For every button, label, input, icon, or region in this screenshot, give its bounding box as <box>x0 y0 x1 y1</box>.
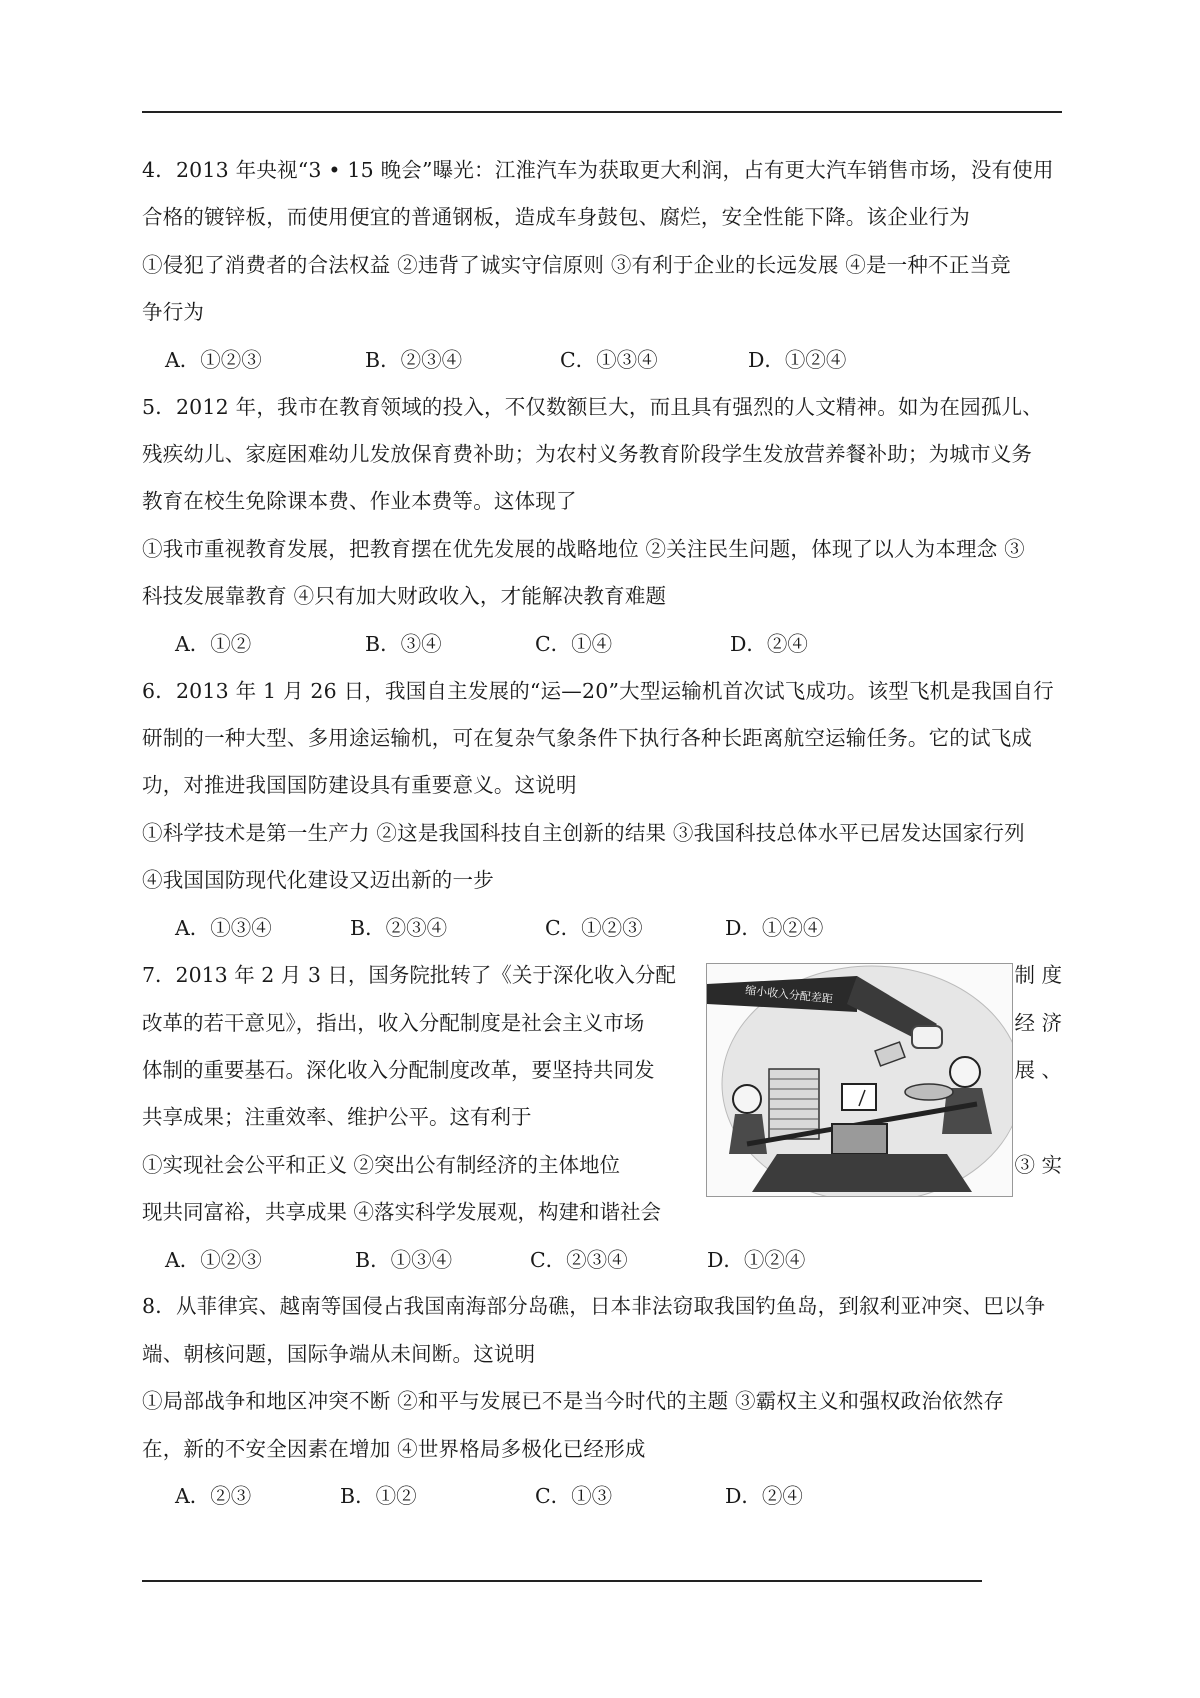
q6-option-b: B．②③④ <box>350 916 448 940</box>
q7-row-right: 制 度 <box>1014 963 1062 987</box>
banner-text: 缩小收入分配差距 <box>744 983 834 1006</box>
q7-row-right: ③ 实 <box>1014 1153 1062 1177</box>
q7-row-left: 共享成果；注重效率、维护公平。这有利于 <box>142 1105 532 1129</box>
q6-option-d: D．①②④ <box>725 916 824 940</box>
q8-option-c: C．①③ <box>535 1484 613 1508</box>
q5-option-b: B．③④ <box>365 632 442 656</box>
q7-row-left: 体制的重要基石。深化收入分配制度改革，要坚持共同发 <box>142 1058 655 1082</box>
q5-option-d: D．②④ <box>730 632 808 656</box>
q7-option-b: B．①③④ <box>355 1248 453 1272</box>
footer-rule <box>142 1580 982 1582</box>
income-distribution-cartoon <box>706 963 1013 1197</box>
q5-line: 科技发展靠教育 ④只有加大财政收入，才能解决教育难题 <box>142 584 667 608</box>
q6-line: ①科学技术是第一生产力 ②这是我国科技自主创新的结果 ③我国科技总体水平已居发达国家行列 <box>142 821 1025 845</box>
q8-line: 端、朝核问题，国际争端从未间断。这说明 <box>142 1342 536 1366</box>
q7-row <box>142 1202 1062 1223</box>
q5-options <box>0 634 1200 658</box>
q7-option-c: C．②③④ <box>530 1248 628 1272</box>
q6-line: ④我国国防现代化建设又迈出新的一步 <box>142 868 494 892</box>
scale-gauge <box>842 1084 876 1110</box>
q8-option-d: D．②④ <box>725 1484 803 1508</box>
q6-line: 6．2013 年 1 月 26 日，我国自主发展的“运—20”大型运输机首次试飞成功。该型飞机是我国自行 <box>142 679 1054 703</box>
q6-options <box>0 918 1200 942</box>
q4-line: 争行为 <box>142 300 205 324</box>
q7-row-left: 7．2013 年 2 月 3 日，国务院批转了《关于深化收入分配 <box>142 963 676 987</box>
money-stack <box>769 1069 819 1139</box>
q7-row-left: ①实现社会公平和正义 ②突出公有制经济的主体地位 <box>142 1153 621 1177</box>
q6-option-c: C．①②③ <box>545 916 643 940</box>
q6-line: 研制的一种大型、多用途运输机，可在复杂气象条件下执行各种长距离航空运输任务。它的试飞成 <box>142 726 1033 750</box>
q4-option-c: C．①③④ <box>560 348 658 372</box>
q8-options <box>0 1486 1200 1510</box>
q5-line: ①我市重视教育发展，把教育摆在优先发展的战略地位 ②关注民生问题，体现了以人为本理念 ③ <box>142 537 1025 561</box>
header-rule <box>142 111 1062 113</box>
q8-option-a: A．②③ <box>175 1484 252 1508</box>
q6-line: 功，对推进我国国防建设具有重要意义。这说明 <box>142 773 577 797</box>
q4-option-b: B．②③④ <box>365 348 463 372</box>
q5-option-c: C．①④ <box>535 632 613 656</box>
q7-option-d: D．①②④ <box>707 1248 806 1272</box>
q4-line: ①侵犯了消费者的合法权益 ②违背了诚实守信原则 ③有利于企业的长远发展 ④是一种不正当竞 <box>142 253 1011 277</box>
q7-options <box>0 1250 1200 1274</box>
q7-option-a: A．①②③ <box>165 1248 262 1272</box>
q5-line: 残疾幼儿、家庭困难幼儿发放保育费补助；为农村义务教育阶段学生发放营养餐补助；为城市义务 <box>142 442 1033 466</box>
q5-option-a: A．①② <box>175 632 252 656</box>
q7-row-left: 现共同富裕，共享成果 ④落实科学发展观，构建和谐社会 <box>142 1200 662 1224</box>
q8-line: 8．从菲律宾、越南等国侵占我国南海部分岛礁，日本非法窃取我国钓鱼岛，到叙利亚冲突、巴以争 <box>142 1294 1046 1318</box>
q6-option-a: A．①③④ <box>175 916 272 940</box>
q4-option-d: D．①②④ <box>748 348 847 372</box>
q7-row-right: 展 、 <box>1014 1058 1062 1082</box>
q8-line: ①局部战争和地区冲突不断 ②和平与发展已不是当今时代的主题 ③霸权主义和强权政治依然存 <box>142 1389 1005 1413</box>
q8-line: 在，新的不安全因素在增加 ④世界格局多极化已经形成 <box>142 1437 646 1461</box>
q4-option-a: A．①②③ <box>165 348 262 372</box>
q8-option-b: B．①② <box>340 1484 417 1508</box>
q4-line: 合格的镀锌板，而使用便宜的普通钢板，造成车身鼓包、腐烂，安全性能下降。该企业行为 <box>142 205 970 229</box>
q5-line: 教育在校生免除课本费、作业本费等。这体现了 <box>142 489 577 513</box>
q5-line: 5．2012 年，我市在教育领域的投入，不仅数额巨大，而且具有强烈的人文精神。如为在园孤儿、 <box>142 395 1043 419</box>
q4-line: 4．2013 年央视“3 • 15 晚会”曝光：江淮汽车为获取更大利润，占有更大汽车销售市场，没有使用 <box>142 158 1054 182</box>
q4-options <box>0 350 1200 374</box>
q7-row-left: 改革的若干意见》，指出，收入分配制度是社会主义市场 <box>142 1011 645 1035</box>
q7-row-right: 经 济 <box>1014 1011 1062 1035</box>
cartoon-illustration <box>707 964 1012 1196</box>
